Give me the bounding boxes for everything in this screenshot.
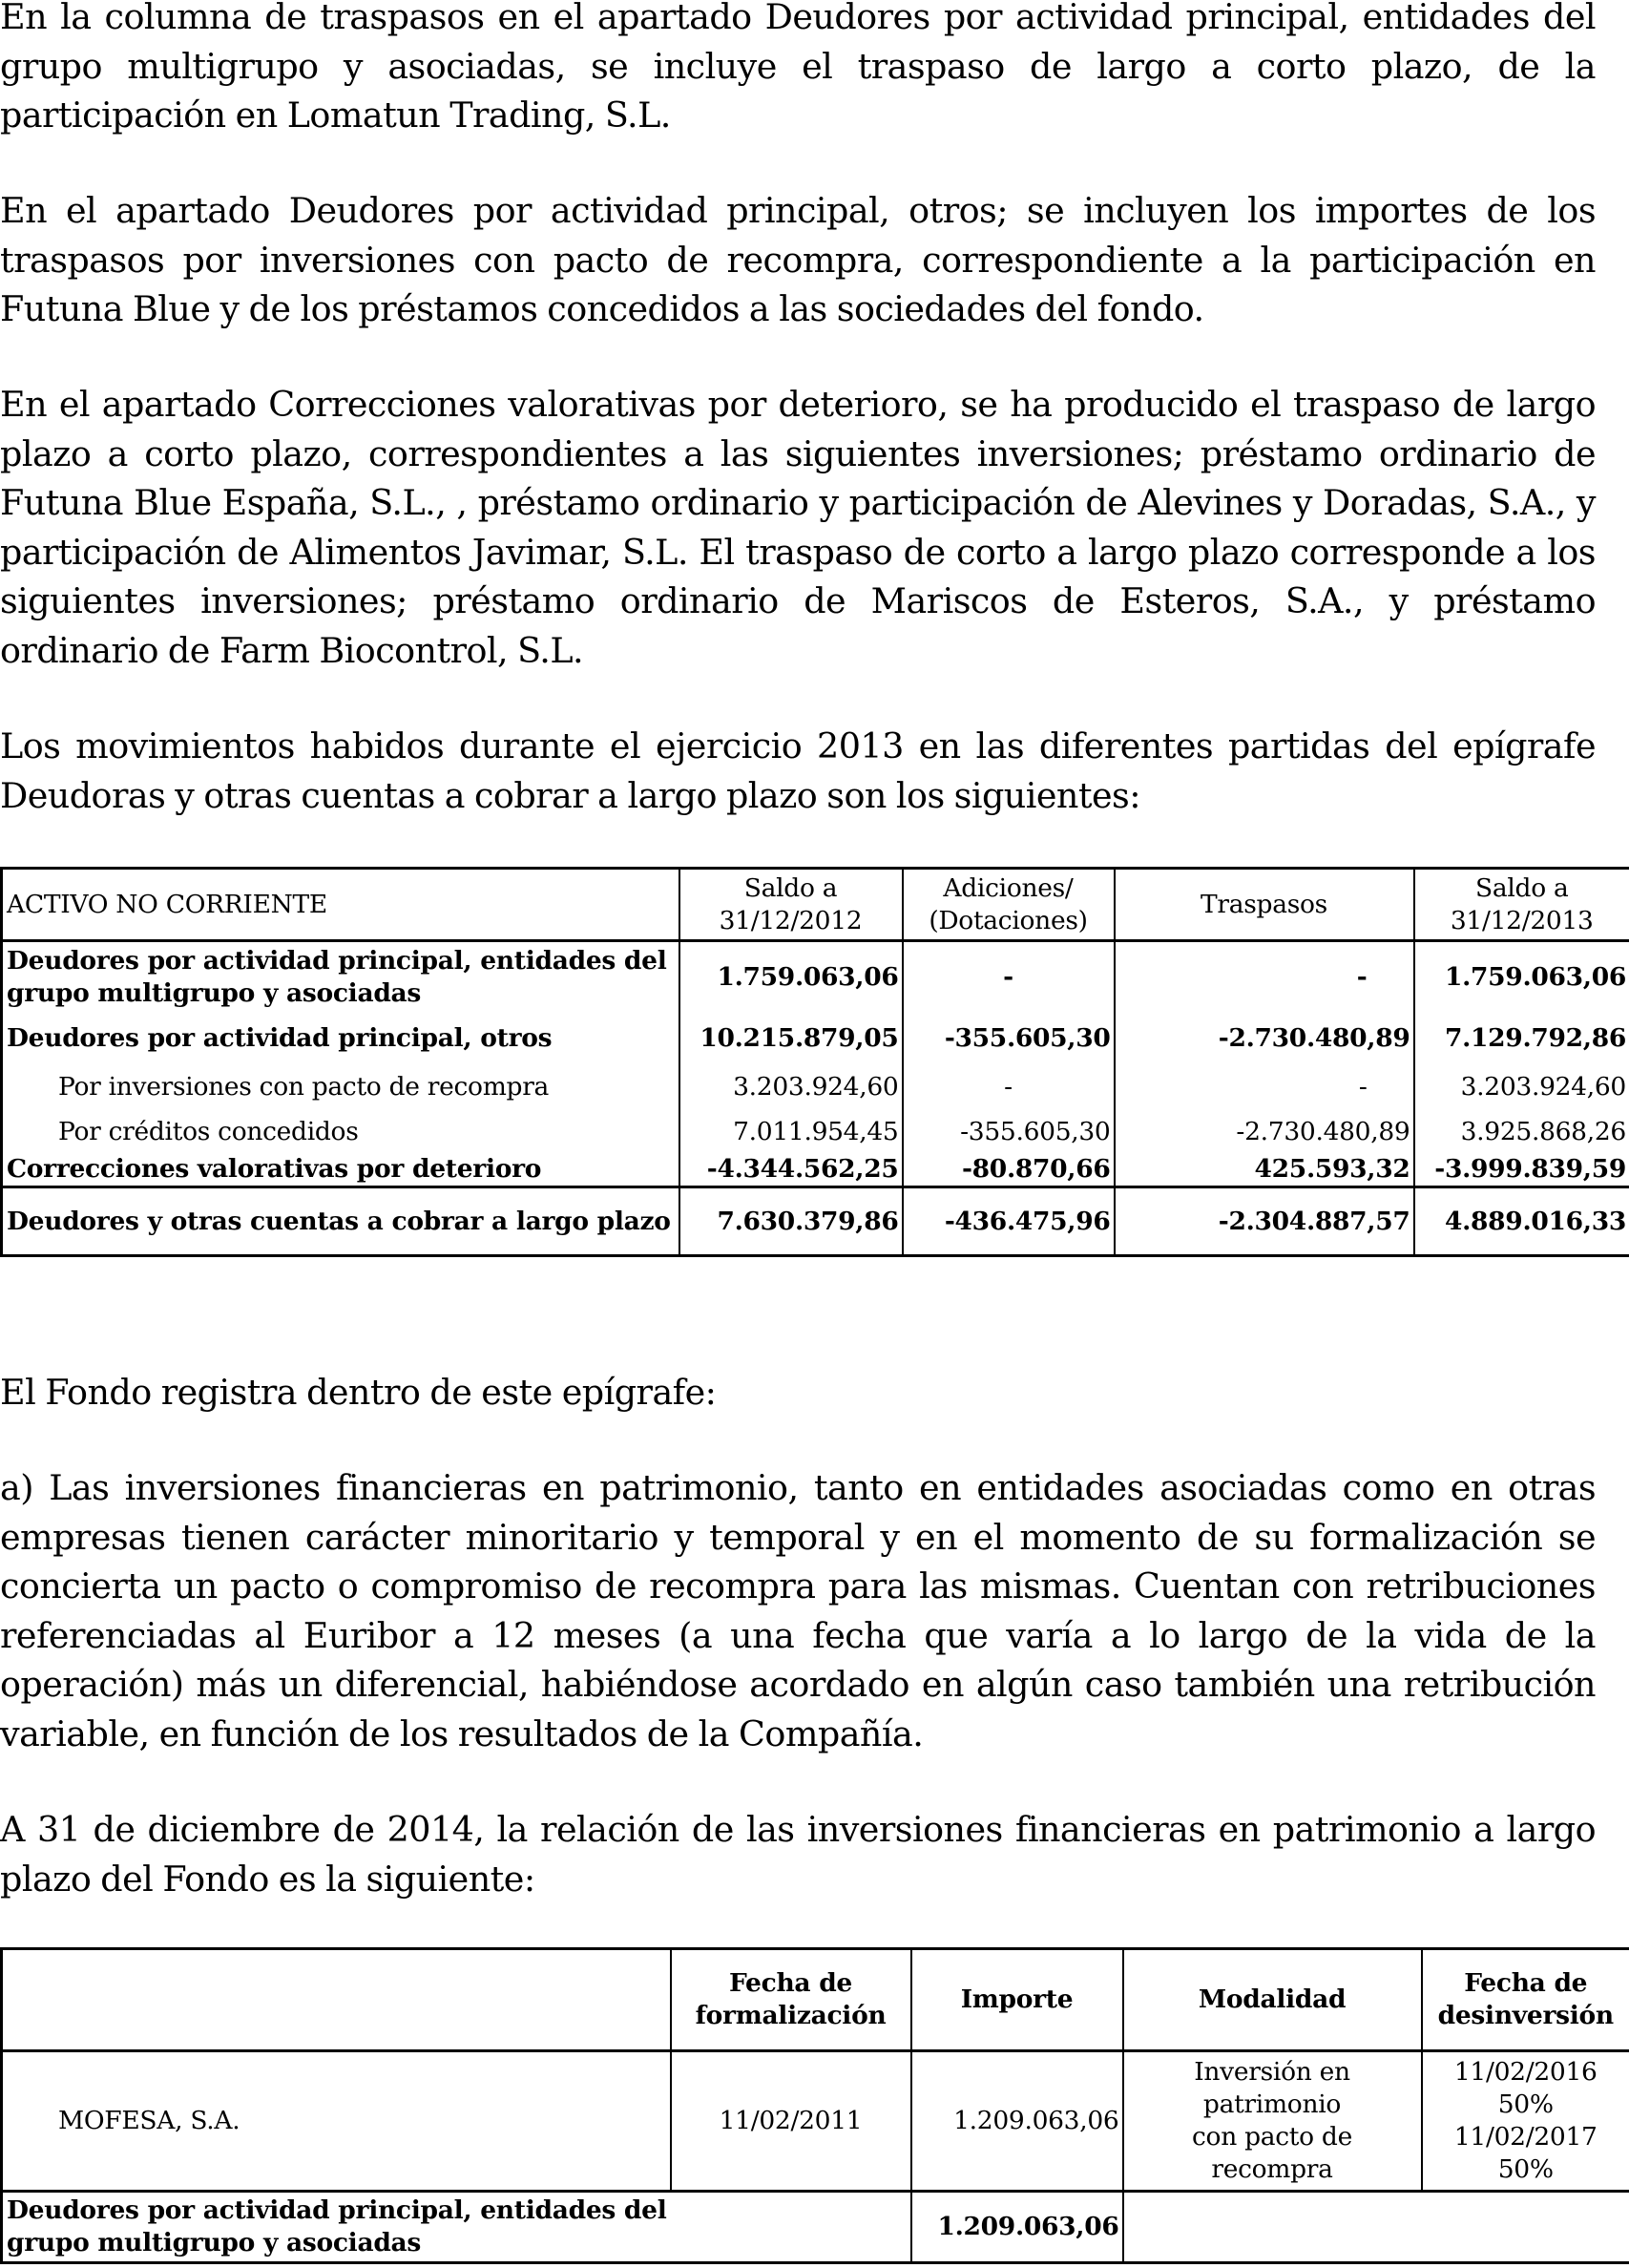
cell-total-importe: 1.209.063,06 — [911, 2192, 1123, 2263]
header-modalidad: Modalidad — [1123, 1949, 1422, 2051]
cell-saldo-2012: 3.203.924,60 — [679, 1063, 903, 1111]
inversiones-table — [0, 1947, 1629, 2264]
desinversion-date: 11/02/2016 — [1453, 2057, 1598, 2087]
cell-saldo-2012: 7.011.954,45 — [679, 1111, 903, 1153]
header-adiciones — [903, 869, 1115, 941]
header-activo-no-corriente — [2, 869, 679, 941]
table-total-row — [2, 2192, 1629, 2263]
cell-modalidad — [1123, 2051, 1422, 2192]
header-saldo-2012 — [679, 869, 903, 941]
row-concept: Deudores por actividad principal, otros — [7, 1022, 553, 1053]
paragraph-movimientos-2013: Los movimientos habidos durante el ejercicio 2013 en las diferentes partidas del epígrafe Deudoras y otras cuentas a cobrar a largo plazo son los siguientes: — [0, 725, 1596, 816]
table-row — [2, 2051, 1629, 2192]
header-label: formalización — [695, 2001, 887, 2030]
header-blank — [2, 1949, 671, 2051]
cell-fecha-desinversion — [1422, 2051, 1629, 2192]
cell-traspasos: -2.730.480,89 — [1115, 1014, 1414, 1063]
paragraph-correcciones: En el apartado Correcciones valorativas por deterioro, se ha producido el traspaso de largo plazo a corto plazo, correspondientes a las siguientes inversiones; préstamo ordinario de Futuna Blue España, S.L., , préstamo ordinario y participación de Alevines y Doradas, S.A., y participación de Alimentos Javimar, S.L. El traspaso de corto a largo plazo corresponde a los siguientes inversiones; préstamo ordinario de Mariscos de Esteros, S.A., y préstamo ordinario de Farm Biocontrol, S.L. — [0, 384, 1596, 671]
total-label-line: grupo multigrupo y asociadas — [7, 2228, 422, 2258]
cell-saldo-2012: 10.215.879,05 — [679, 1014, 903, 1063]
desinversion-date: 11/02/2017 — [1453, 2122, 1598, 2152]
cell-traspasos: -2.730.480,89 — [1115, 1111, 1414, 1153]
paragraph-deudores-otros: En el apartado Deudores por actividad principal, otros; se incluyen los importes de los traspasos por inversiones con pacto de recompra, correspondiente a la participación en Futuna Blue y de los préstamos concedidos a las sociedades del fondo. — [0, 190, 1596, 329]
cell-total-empty — [1123, 2192, 1629, 2263]
desinversion-percent: 50% — [1497, 2090, 1554, 2119]
total-label — [2, 2192, 911, 2263]
total-label-line: Deudores por actividad principal, entidades del — [7, 2195, 667, 2225]
table-row — [2, 1111, 1629, 1153]
cell-saldo-2013: -3.999.839,59 — [1414, 1153, 1629, 1187]
cell-importe: 1.209.063,06 — [911, 2051, 1123, 2192]
cell-saldo-2013: 4.889.016,33 — [1414, 1187, 1629, 1256]
row-concept: Deudores y otras cuentas a cobrar a largo plazo — [2, 1187, 679, 1256]
cell-adiciones: -436.475,96 — [903, 1187, 1115, 1256]
cell-saldo-2013: 1.759.063,06 — [1414, 941, 1629, 1014]
cell-traspasos: -2.304.887,57 — [1115, 1187, 1414, 1256]
header-fecha-desinversion — [1422, 1949, 1629, 2051]
header-label: ACTIVO NO CORRIENTE — [7, 889, 327, 919]
header-label: Saldo a — [743, 872, 838, 903]
cell-saldo-2012: 7.630.379,86 — [679, 1187, 903, 1256]
paragraph-fondo-registra: El Fondo registra dentro de este epígrafe: — [0, 1372, 717, 1413]
header-traspasos: Traspasos — [1115, 869, 1414, 941]
cell-company-name: MOFESA, S.A. — [58, 2106, 240, 2135]
header-label: Fecha de — [1464, 1968, 1588, 1998]
cell-traspasos: - — [1115, 1063, 1414, 1111]
table-row — [2, 1014, 1629, 1063]
table-header-row — [2, 869, 1629, 941]
header-label: 31/12/2012 — [719, 905, 863, 935]
table-row — [2, 1153, 1629, 1187]
cell-fecha-formalizacion: 11/02/2011 — [671, 2051, 911, 2192]
header-saldo-2013 — [1414, 869, 1629, 941]
header-fecha-formalizacion — [671, 1949, 911, 2051]
table-row — [2, 941, 1629, 1014]
header-label: desinversión — [1437, 2001, 1614, 2030]
paragraph-relacion-2014: A 31 de diciembre de 2014, la relación de las inversiones financieras en patrimonio a largo plazo del Fondo es la siguiente: — [0, 1809, 1596, 1900]
cell-adiciones: -80.870,66 — [903, 1153, 1115, 1187]
cell-adiciones: - — [903, 941, 1115, 1014]
header-label: Adiciones/ — [943, 872, 1074, 903]
movimientos-table — [0, 867, 1629, 1257]
cell-adiciones: -355.605,30 — [903, 1111, 1115, 1153]
concept-line: grupo multigrupo y asociadas — [7, 978, 422, 1009]
header-label: 31/12/2013 — [1450, 905, 1594, 935]
cell-adiciones: - — [903, 1063, 1115, 1111]
cell-traspasos: 425.593,32 — [1115, 1153, 1414, 1187]
paragraph-inversiones-financieras: a) Las inversiones financieras en patrimonio, tanto en entidades asociadas como en otras empresas tienen carácter minoritario y temporal y en el momento de su formalización se concierta un pacto o compromiso de recompra para las mismas. Cuentan con retribuciones referenciadas al Euribor a 12 meses (a una fecha que varía a lo largo de la vida de la operación) más un diferencial, habiéndose acordado en algún caso también una retribución variable, en función de los resultados de la Compañía. — [0, 1467, 1596, 1754]
cell-saldo-2013: 3.925.868,26 — [1414, 1111, 1629, 1153]
table-header-row — [2, 1949, 1629, 2051]
concept-line: Deudores por actividad principal, entidades del — [7, 946, 667, 976]
row-concept: Correcciones valorativas por deterioro — [7, 1153, 542, 1184]
desinversion-percent: 50% — [1497, 2154, 1554, 2184]
row-concept — [2, 941, 679, 1014]
header-label: (Dotaciones) — [929, 905, 1088, 935]
table-total-row — [2, 1187, 1629, 1256]
header-label: Saldo a — [1475, 872, 1569, 903]
row-concept: Por inversiones con pacto de recompra — [58, 1071, 550, 1102]
paragraph-traspasos-entidades: En la columna de traspasos en el apartado Deudores por actividad principal, entidades del grupo multigrupo y asociadas, se incluye el traspaso de largo a corto plazo, de la participación en Lomatun Trading, S.L. — [0, 0, 1596, 136]
table-row — [2, 1063, 1629, 1111]
modalidad-line: con pacto de recompra — [1192, 2122, 1352, 2184]
cell-saldo-2012: -4.344.562,25 — [679, 1153, 903, 1187]
cell-adiciones: -355.605,30 — [903, 1014, 1115, 1063]
row-concept: Por créditos concedidos — [58, 1116, 359, 1146]
header-label: Fecha de — [728, 1968, 852, 1998]
modalidad-line: Inversión en patrimonio — [1194, 2057, 1350, 2119]
header-importe: Importe — [911, 1949, 1123, 2051]
cell-saldo-2013: 3.203.924,60 — [1414, 1063, 1629, 1111]
cell-traspasos: - — [1115, 941, 1414, 1014]
cell-saldo-2012: 1.759.063,06 — [679, 941, 903, 1014]
cell-saldo-2013: 7.129.792,86 — [1414, 1014, 1629, 1063]
